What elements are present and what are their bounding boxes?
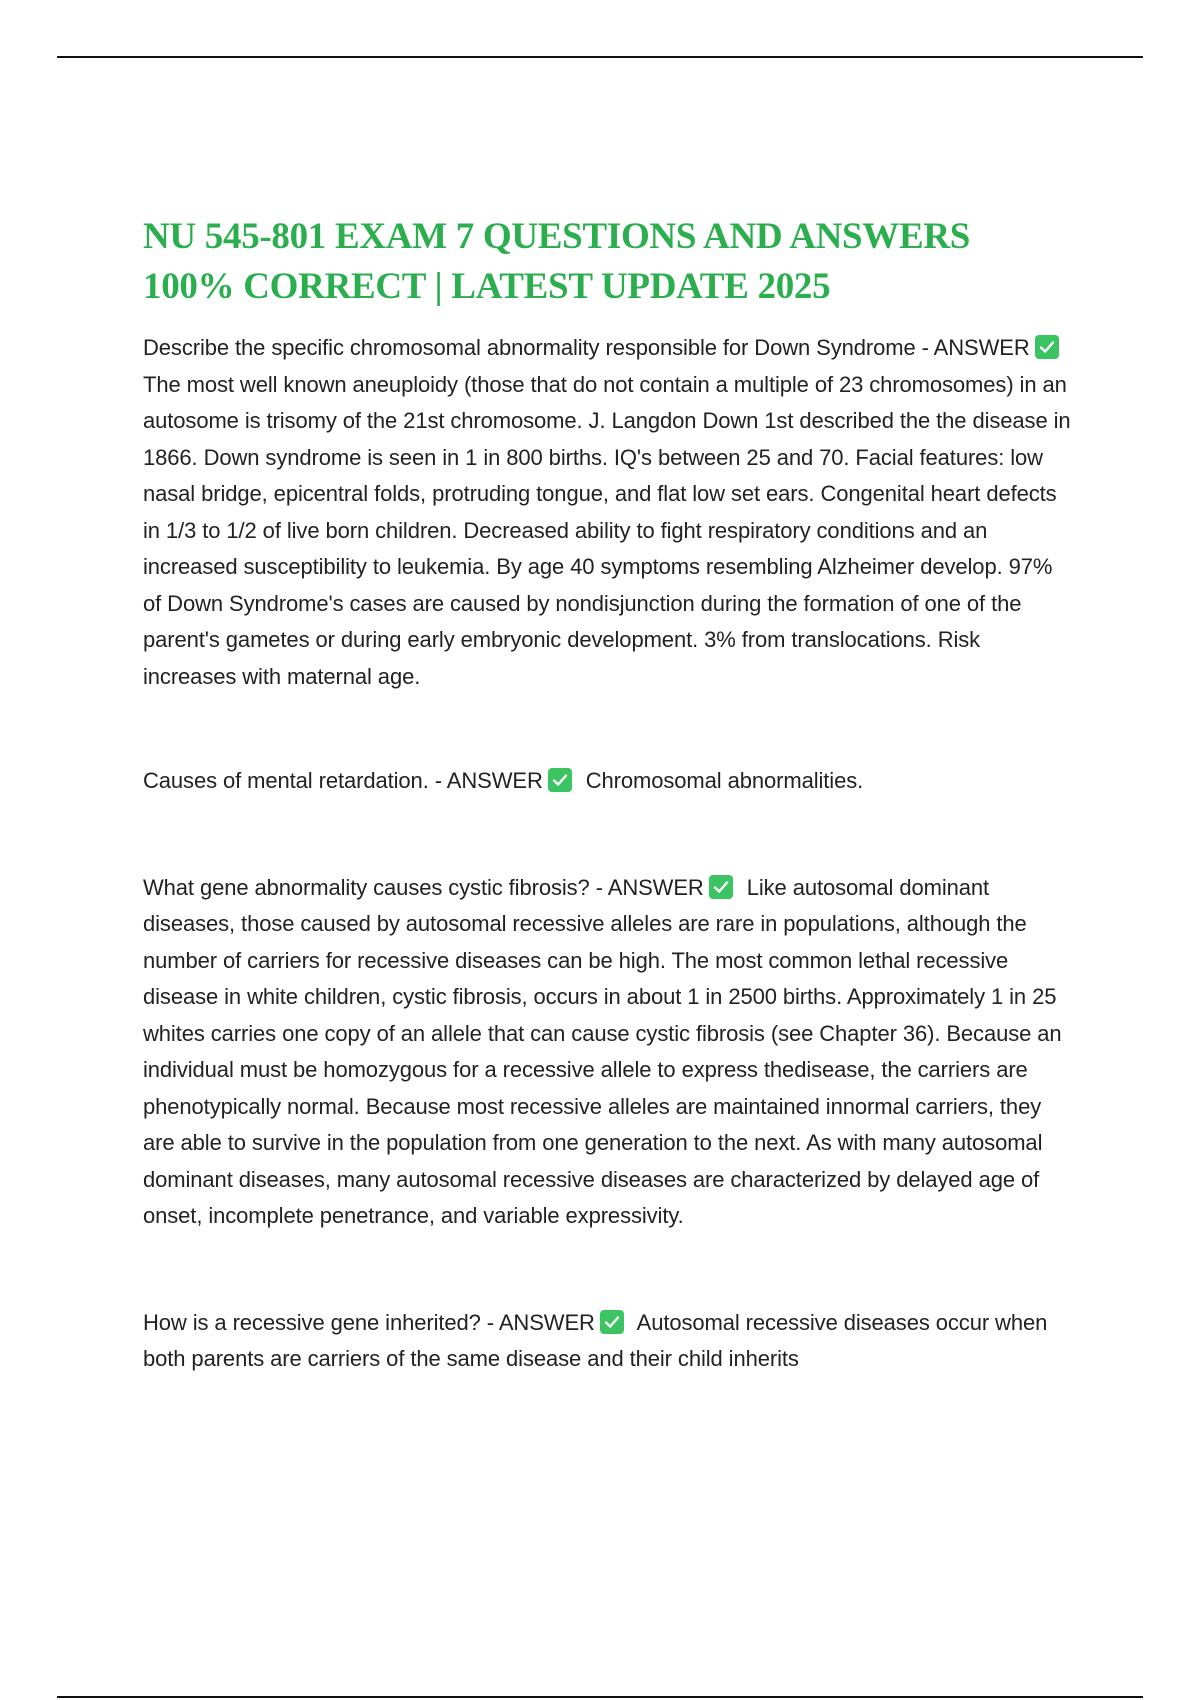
answer-text: Like autosomal dominant diseases, those caused by autosomal recessive alleles are rare in populations, although the number of carriers for recessive diseases can be high. The most common lethal recessive disease in white children, cystic fibrosis, occurs in about 1 in 2500 births. Approximately 1 in 25 whites carries one copy of an allele that can cause cystic fibrosis (see Chapter 36). Because an individual must be homozygous for a recessive allele to express thedisease, the carriers are phenotypically normal. Because most recessive alleles are maintained innormal carriers, they are able to survive in the population from one generation to the next. As with many autosomal dominant diseases, many autosomal recessive diseases are characterized by delayed age of onset, incomplete penetrance, and variable expressivity. — [143, 874, 1062, 1228]
answer-marker: ANSWER — [933, 335, 1030, 360]
title-line-1: NU 545-801 EXAM 7 QUESTIONS AND ANSWERS — [143, 216, 971, 257]
answer-marker: ANSWER — [446, 768, 543, 793]
question-text: How is a recessive gene inherited? - — [143, 1309, 495, 1335]
qa-item — [143, 1305, 1073, 1378]
top-rule — [57, 56, 1143, 58]
qa-item — [143, 330, 1073, 695]
qa-item — [143, 870, 1073, 1235]
document-body — [143, 212, 1073, 1378]
check-box-icon — [600, 1310, 624, 1334]
question-text: Describe the specific chromosomal abnormality responsible for Down Syndrome - — [143, 335, 929, 360]
title-line-2: 100% CORRECT | LATEST UPDATE 2025 — [143, 266, 831, 307]
qa-item — [143, 763, 1073, 800]
question-text: Causes of mental retardation. - — [143, 768, 442, 793]
answer-text: Chromosomal abnormalities. — [585, 768, 864, 793]
answer-marker: ANSWER — [607, 874, 704, 900]
check-box-icon — [1035, 335, 1059, 359]
answer-text: The most well known aneuploidy (those that do not contain a multiple of 23 chromosomes) in an autosome is trisomy of the 21st chromosome. J. Langdon Down 1st described the the disease in 1866. Down syndrome is seen in 1 in 800 births. IQ's between 25 and 70. Facial features: low nasal bridge, epicentral folds, protruding tongue, and flat low set ears. Congenital heart defects in 1/3 to 1/2 of live born children. Decreased ability to fight respiratory conditions and an increased susceptibility to leukemia. By age 40 symptoms resembling Alzheimer develop. 97% of Down Syndrome's cases are caused by nondisjunction during the formation of one of the parent's gametes or during early embryonic development. 3% from translocations. Risk increases with maternal age. — [143, 371, 1071, 689]
bottom-rule — [57, 1696, 1143, 1698]
document-title — [143, 212, 1073, 312]
question-text: What gene abnormality causes cystic fibrosis? - — [143, 874, 603, 900]
check-box-icon — [548, 768, 572, 792]
answer-marker: ANSWER — [498, 1309, 595, 1335]
check-box-icon — [709, 875, 733, 899]
answer-text: Autosomal recessive diseases occur when both parents are carriers of the same disease and their child inherits — [143, 1309, 1048, 1371]
